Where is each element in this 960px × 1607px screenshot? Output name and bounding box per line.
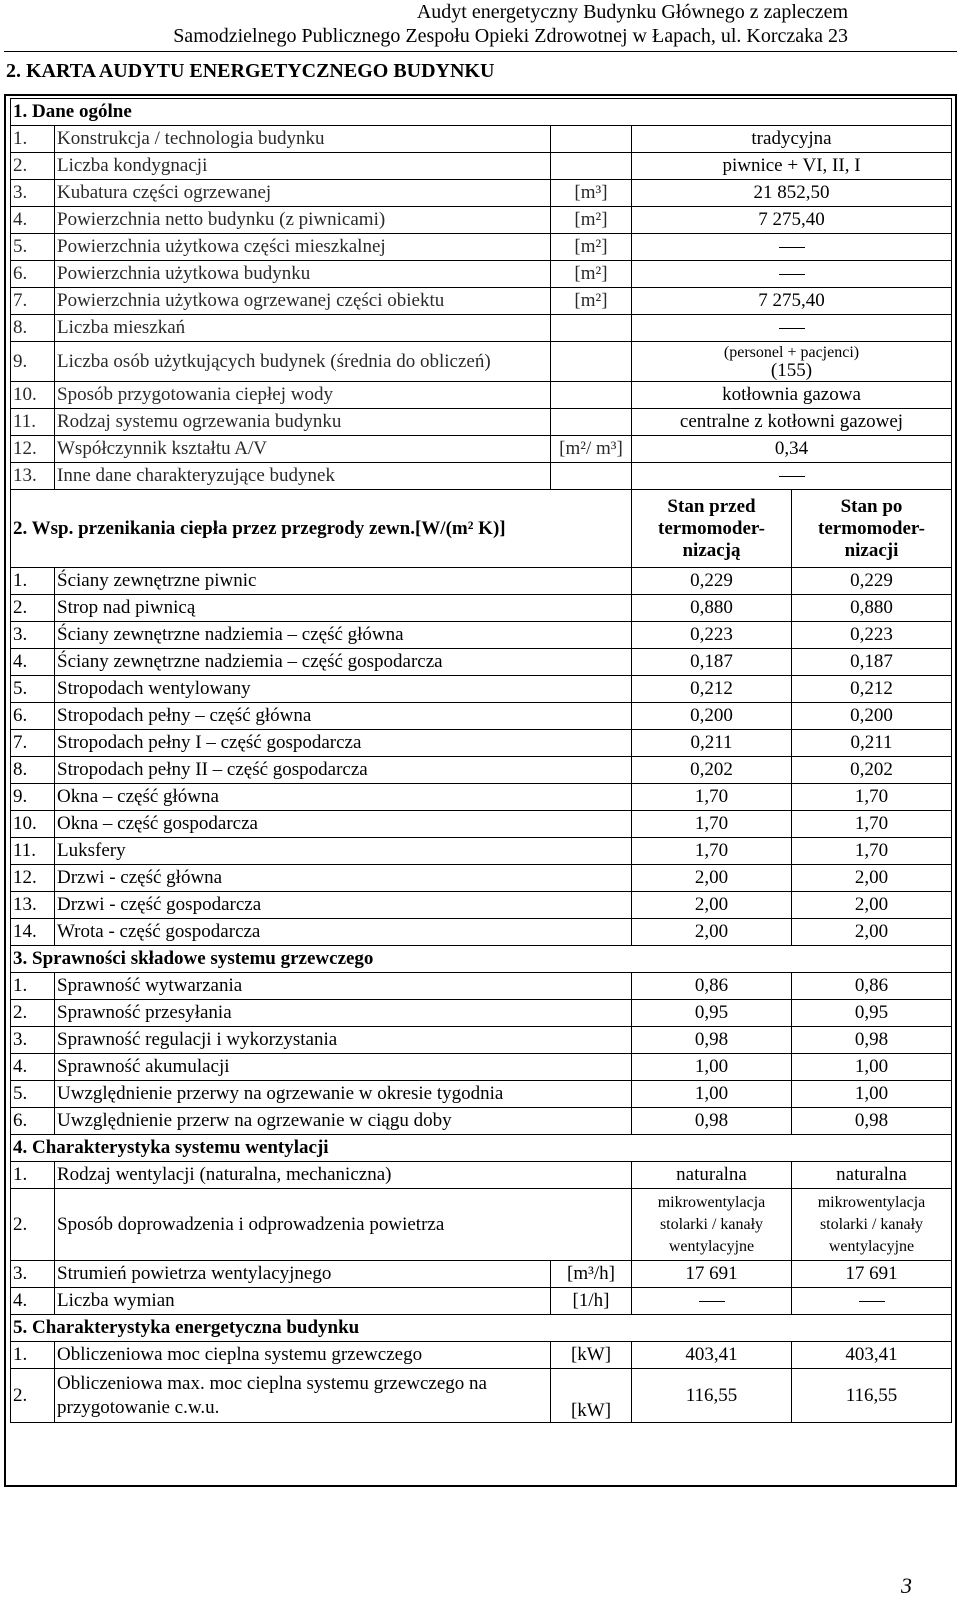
row-label: Powierzchnia użytkowa ogrzewanej części obiektu — [55, 288, 551, 315]
header-divider — [4, 51, 957, 52]
row-value — [632, 234, 952, 261]
row-label: Drzwi - część główna — [55, 865, 632, 892]
value-before: 0,98 — [632, 1108, 792, 1135]
row-label: Konstrukcja / technologia budynku — [55, 126, 551, 153]
table-row — [11, 784, 952, 811]
row-unit: [m³/h] — [551, 1261, 632, 1288]
row-label: Okna – część główna — [55, 784, 632, 811]
table-row — [11, 703, 952, 730]
table-row — [11, 315, 952, 342]
row-unit — [551, 382, 632, 409]
row-unit: [kW] — [551, 1369, 632, 1423]
value-after: 17 691 — [792, 1261, 952, 1288]
table-row — [11, 892, 952, 919]
value-before: 1,70 — [632, 811, 792, 838]
value-after: 0,212 — [792, 676, 952, 703]
table-row — [11, 757, 952, 784]
row-unit: [m²/ m³] — [551, 436, 632, 463]
column-before-header: Stan przed termomoder-nizacją — [632, 490, 792, 568]
row-number: 3. — [11, 1027, 55, 1054]
row-number: 2. — [11, 1000, 55, 1027]
row-number: 6. — [11, 703, 55, 730]
row-value — [632, 463, 952, 490]
value-after: 1,70 — [792, 784, 952, 811]
table-row — [11, 1342, 952, 1369]
value-after: 0,223 — [792, 622, 952, 649]
section-4-title: 4. Charakterystyka systemu wentylacji — [11, 1135, 952, 1162]
value-before: 0,95 — [632, 1000, 792, 1027]
row-label: Powierzchnia netto budynku (z piwnicami) — [55, 207, 551, 234]
row-unit — [551, 315, 632, 342]
row-unit: [m²] — [551, 234, 632, 261]
row-label: Wrota - część gospodarcza — [55, 919, 632, 946]
row-label: Strop nad piwnicą — [55, 595, 632, 622]
section-1-title: 1. Dane ogólne — [11, 99, 952, 126]
row-label: Współczynnik kształtu A/V — [55, 436, 551, 463]
value-after: 1,00 — [792, 1054, 952, 1081]
row-label: Liczba wymian — [55, 1288, 551, 1315]
page-number: 3 — [901, 1573, 912, 1598]
value-before: 0,212 — [632, 676, 792, 703]
row-number: 12. — [11, 436, 55, 463]
value-after: 1,00 — [792, 1081, 952, 1108]
row-value: piwnice + VI, II, I — [632, 153, 952, 180]
row-number: 10. — [11, 382, 55, 409]
row-value: tradycyjna — [632, 126, 952, 153]
row-unit — [551, 342, 632, 382]
value-after: 2,00 — [792, 919, 952, 946]
row-label: Okna – część gospodarcza — [55, 811, 632, 838]
table-row — [11, 730, 952, 757]
table-row — [11, 1369, 952, 1423]
empty-value-dash — [779, 476, 805, 477]
row-number: 6. — [11, 261, 55, 288]
value-before: 1,00 — [632, 1054, 792, 1081]
section-3-title: 3. Sprawności składowe systemu grzewczego — [11, 946, 952, 973]
value-before — [632, 1288, 792, 1315]
header-line-2: Samodzielnego Publicznego Zespołu Opieki Zdrowotnej w Łapach, ul. Korczaka 23 — [173, 25, 848, 47]
empty-value-dash — [779, 274, 805, 275]
row-number: 10. — [11, 811, 55, 838]
row-number: 5. — [11, 1081, 55, 1108]
table-row — [11, 207, 952, 234]
row-label: Stropodach pełny – część główna — [55, 703, 632, 730]
table-row — [11, 1261, 952, 1288]
section-1-header — [11, 99, 952, 126]
table-row — [11, 409, 952, 436]
row-label: Obliczeniowa max. moc cieplna systemu grzewczego na przygotowanie c.w.u. — [55, 1369, 551, 1423]
section-5-header — [11, 1315, 952, 1342]
empty-value-dash — [779, 328, 805, 329]
table-row — [11, 1189, 952, 1261]
row-label: Strumień powietrza wentylacyjnego — [55, 1261, 551, 1288]
row-unit: [m²] — [551, 288, 632, 315]
empty-value-dash — [699, 1301, 725, 1302]
row-label: Sposób doprowadzenia i odprowadzenia powietrza — [55, 1189, 632, 1261]
value-before: 403,41 — [632, 1342, 792, 1369]
value-after: 116,55 — [792, 1369, 952, 1423]
audit-card-table — [10, 98, 952, 1423]
row-label: Obliczeniowa moc cieplna systemu grzewczego — [55, 1342, 551, 1369]
row-value — [632, 315, 952, 342]
value-before: 1,70 — [632, 784, 792, 811]
column-after-header: Stan po termomoder-nizacji — [792, 490, 952, 568]
table-row — [11, 1288, 952, 1315]
row-number: 14. — [11, 919, 55, 946]
value-before: 0,880 — [632, 595, 792, 622]
row-label: Inne dane charakteryzujące budynek — [55, 463, 551, 490]
row-label: Uwzględnienie przerwy na ogrzewanie w okresie tygodnia — [55, 1081, 632, 1108]
row-number: 2. — [11, 1369, 55, 1423]
table-row — [11, 649, 952, 676]
row-value: 21 852,50 — [632, 180, 952, 207]
table-row — [11, 463, 952, 490]
row-label: Liczba osób użytkujących budynek (średnia do obliczeń) — [55, 342, 551, 382]
row-number: 5. — [11, 234, 55, 261]
table-row — [11, 180, 952, 207]
row-value: centralne z kotłowni gazowej — [632, 409, 952, 436]
table-row — [11, 1162, 952, 1189]
row-label: Ściany zewnętrzne nadziemia – część główna — [55, 622, 632, 649]
row-number: 3. — [11, 180, 55, 207]
row-label: Stropodach pełny I – część gospodarcza — [55, 730, 632, 757]
value-after: 0,98 — [792, 1027, 952, 1054]
row-label: Rodzaj wentylacji (naturalna, mechaniczna) — [55, 1162, 632, 1189]
section-2-title: 2. Wsp. przenikania ciepła przez przegrody zewn.[W/(m² K)] — [11, 490, 632, 568]
header-line-1: Audyt energetyczny Budynku Głównego z zapleczem — [416, 1, 848, 23]
value-before: 0,229 — [632, 568, 792, 595]
section-2-header — [11, 490, 952, 568]
value-before: naturalna — [632, 1162, 792, 1189]
row-number: 6. — [11, 1108, 55, 1135]
value-before: 2,00 — [632, 919, 792, 946]
value-after: 0,86 — [792, 973, 952, 1000]
row-number: 9. — [11, 784, 55, 811]
value-after: naturalna — [792, 1162, 952, 1189]
empty-value-dash — [859, 1301, 885, 1302]
row-number: 4. — [11, 1054, 55, 1081]
table-row — [11, 288, 952, 315]
row-number: 5. — [11, 676, 55, 703]
row-unit: [kW] — [551, 1342, 632, 1369]
row-label: Ściany zewnętrzne piwnic — [55, 568, 632, 595]
table-row — [11, 595, 952, 622]
row-label: Liczba mieszkań — [55, 315, 551, 342]
page-title: 2. KARTA AUDYTU ENERGETYCZNEGO BUDYNKU — [6, 60, 495, 82]
value-before: 1,70 — [632, 838, 792, 865]
value-after: 2,00 — [792, 865, 952, 892]
value-after: 0,200 — [792, 703, 952, 730]
row-unit — [551, 463, 632, 490]
value-before: 0,200 — [632, 703, 792, 730]
value-after: mikrowentylacja stolarki / kanały wentylacyjne — [792, 1189, 952, 1261]
table-row — [11, 1108, 952, 1135]
row-label: Sprawność przesyłania — [55, 1000, 632, 1027]
table-row — [11, 261, 952, 288]
row-label: Stropodach wentylowany — [55, 676, 632, 703]
row-value — [632, 342, 952, 382]
row-number: 12. — [11, 865, 55, 892]
value-before: 0,211 — [632, 730, 792, 757]
row-number: 2. — [11, 595, 55, 622]
row-number: 3. — [11, 1261, 55, 1288]
table-row — [11, 153, 952, 180]
row-value — [632, 261, 952, 288]
row-label: Rodzaj systemu ogrzewania budynku — [55, 409, 551, 436]
row-unit: [1/h] — [551, 1288, 632, 1315]
row-number: 1. — [11, 126, 55, 153]
row-label: Drzwi - część gospodarcza — [55, 892, 632, 919]
table-row — [11, 865, 952, 892]
table-row — [11, 342, 952, 382]
value-after: 0,98 — [792, 1108, 952, 1135]
row-unit — [551, 409, 632, 436]
row-number: 4. — [11, 207, 55, 234]
row-label: Stropodach pełny II – część gospodarcza — [55, 757, 632, 784]
row-number: 13. — [11, 463, 55, 490]
value-after: 0,880 — [792, 595, 952, 622]
row-value-note: (personel + pacjenci) — [723, 343, 860, 361]
row-unit — [551, 126, 632, 153]
row-value: 7 275,40 — [632, 288, 952, 315]
table-row — [11, 1027, 952, 1054]
table-row — [11, 234, 952, 261]
section-3-header — [11, 946, 952, 973]
document-header — [173, 0, 848, 48]
row-value: 0,34 — [632, 436, 952, 463]
empty-value-dash — [779, 247, 805, 248]
table-row — [11, 838, 952, 865]
table-row — [11, 436, 952, 463]
table-row — [11, 622, 952, 649]
table-row — [11, 676, 952, 703]
row-number: 4. — [11, 649, 55, 676]
row-number: 11. — [11, 838, 55, 865]
value-before: 2,00 — [632, 865, 792, 892]
row-unit: [m³] — [551, 180, 632, 207]
row-label: Sprawność wytwarzania — [55, 973, 632, 1000]
value-before: mikrowentylacja stolarki / kanały wentylacyjne — [632, 1189, 792, 1261]
row-number: 9. — [11, 342, 55, 382]
row-unit: [m²] — [551, 261, 632, 288]
value-after: 1,70 — [792, 811, 952, 838]
row-label: Luksfery — [55, 838, 632, 865]
row-label: Sprawność regulacji i wykorzystania — [55, 1027, 632, 1054]
value-before: 0,202 — [632, 757, 792, 784]
table-row — [11, 126, 952, 153]
value-before: 1,00 — [632, 1081, 792, 1108]
row-label: Uwzględnienie przerw na ogrzewanie w ciągu doby — [55, 1108, 632, 1135]
value-after: 0,95 — [792, 1000, 952, 1027]
value-after: 1,70 — [792, 838, 952, 865]
value-before: 0,86 — [632, 973, 792, 1000]
row-label: Powierzchnia użytkowa części mieszkalnej — [55, 234, 551, 261]
row-number: 3. — [11, 622, 55, 649]
value-before: 116,55 — [632, 1369, 792, 1423]
table-row — [11, 1000, 952, 1027]
row-label: Kubatura części ogrzewanej — [55, 180, 551, 207]
table-row — [11, 919, 952, 946]
row-number: 11. — [11, 409, 55, 436]
row-number: 7. — [11, 288, 55, 315]
row-label: Ściany zewnętrzne nadziemia – część gospodarcza — [55, 649, 632, 676]
table-row — [11, 1054, 952, 1081]
value-after: 403,41 — [792, 1342, 952, 1369]
section-5-title: 5. Charakterystyka energetyczna budynku — [11, 1315, 952, 1342]
row-number: 1. — [11, 568, 55, 595]
row-number: 8. — [11, 757, 55, 784]
section-4-header — [11, 1135, 952, 1162]
table-row — [11, 568, 952, 595]
row-value: kotłownia gazowa — [632, 382, 952, 409]
value-after: 0,202 — [792, 757, 952, 784]
row-unit — [551, 153, 632, 180]
row-label: Liczba kondygnacji — [55, 153, 551, 180]
row-number: 8. — [11, 315, 55, 342]
value-before: 0,98 — [632, 1027, 792, 1054]
table-row — [11, 811, 952, 838]
row-number: 2. — [11, 153, 55, 180]
value-before: 0,187 — [632, 649, 792, 676]
table-row — [11, 382, 952, 409]
value-after — [792, 1288, 952, 1315]
row-number: 1. — [11, 973, 55, 1000]
row-unit: [m²] — [551, 207, 632, 234]
row-number: 1. — [11, 1162, 55, 1189]
value-after: 2,00 — [792, 892, 952, 919]
table-row — [11, 973, 952, 1000]
row-number: 13. — [11, 892, 55, 919]
value-after: 0,187 — [792, 649, 952, 676]
row-number: 1. — [11, 1342, 55, 1369]
table-row — [11, 1081, 952, 1108]
row-number: 2. — [11, 1189, 55, 1261]
value-before: 0,223 — [632, 622, 792, 649]
row-value: 7 275,40 — [632, 207, 952, 234]
value-after: 0,211 — [792, 730, 952, 757]
row-label: Sposób przygotowania ciepłej wody — [55, 382, 551, 409]
row-value-count: (155) — [770, 359, 813, 381]
value-after: 0,229 — [792, 568, 952, 595]
row-label: Powierzchnia użytkowa budynku — [55, 261, 551, 288]
row-number: 4. — [11, 1288, 55, 1315]
value-before: 17 691 — [632, 1261, 792, 1288]
row-number: 7. — [11, 730, 55, 757]
row-label: Sprawność akumulacji — [55, 1054, 632, 1081]
value-before: 2,00 — [632, 892, 792, 919]
